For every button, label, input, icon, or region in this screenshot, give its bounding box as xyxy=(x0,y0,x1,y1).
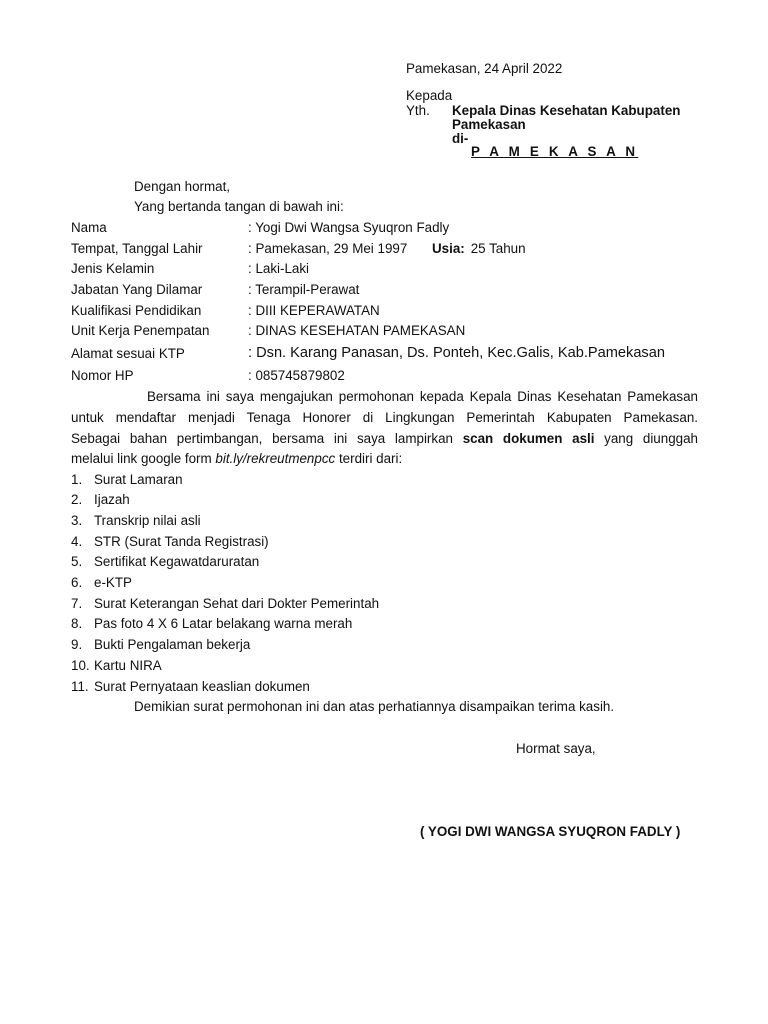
list-item: Bukti Pengalaman bekerja xyxy=(94,637,251,652)
list-item: Pas foto 4 X 6 Latar belakang warna merah xyxy=(94,616,353,631)
body-line-4-text-b: terdiri dari: xyxy=(335,451,403,466)
regards-text: Hormat saya, xyxy=(516,741,596,756)
list-item-number: 5. xyxy=(71,554,83,569)
list-item: Ijazah xyxy=(94,492,130,507)
field-label-nama: Nama xyxy=(71,220,107,235)
place-date: Pamekasan, 24 April 2022 xyxy=(406,61,563,76)
body-line-1: Bersama ini saya mengajukan permohonan kepada Kepala Dinas Kesehatan Pamekasan xyxy=(147,389,698,404)
field-value-nomor-hp: : 085745879802 xyxy=(248,368,345,383)
list-item-number: 8. xyxy=(71,616,83,631)
list-item: Transkrip nilai asli xyxy=(94,513,201,528)
body-line-3-text-b: yang diunggah xyxy=(594,431,698,446)
body-line-4 xyxy=(71,451,402,467)
body-line-2: untuk mendaftar menjadi Tenaga Honorer di Lingkungan Pemerintah Kabupaten Pamekasan. xyxy=(71,410,698,425)
greeting: Dengan hormat, xyxy=(134,179,231,194)
field-value-unit-kerja: : DINAS KESEHATAN PAMEKASAN xyxy=(248,323,466,338)
yth-label: Yth. xyxy=(406,103,430,118)
field-value-ttl: : Pamekasan, 29 Mei 1997 xyxy=(248,241,408,256)
list-item: Kartu NIRA xyxy=(94,658,162,673)
field-label-usia: Usia: xyxy=(432,241,465,256)
list-item-number: 10. xyxy=(71,658,90,673)
field-value-jenis-kelamin: : Laki-Laki xyxy=(248,261,310,276)
field-label-jabatan: Jabatan Yang Dilamar xyxy=(71,282,203,297)
list-item-number: 4. xyxy=(71,534,83,549)
list-item: Surat Pernyataan keaslian dokumen xyxy=(94,679,310,694)
list-item: e-KTP xyxy=(94,575,132,590)
body-line-3 xyxy=(71,431,698,447)
body-line-3-text-a: Sebagai bahan pertimbangan, bersama ini saya lampirkan xyxy=(71,431,463,446)
field-value-usia: 25 Tahun xyxy=(467,241,526,256)
list-item-number: 7. xyxy=(71,596,83,611)
recipient-line-2: Pamekasan xyxy=(452,117,526,132)
field-value-kualifikasi: : DIII KEPERAWATAN xyxy=(248,303,380,318)
field-label-alamat: Alamat sesuai KTP xyxy=(71,346,185,361)
list-item: Surat Keterangan Sehat dari Dokter Pemerintah xyxy=(94,596,380,611)
list-item: Sertifikat Kegawatdaruratan xyxy=(94,554,260,569)
field-label-jenis-kelamin: Jenis Kelamin xyxy=(71,261,155,276)
closing-text: Demikian surat permohonan ini dan atas perhatiannya disampaikan terima kasih. xyxy=(134,699,615,714)
recipient-line-1: Kepala Dinas Kesehatan Kabupaten xyxy=(452,103,681,118)
field-value-alamat: : Dsn. Karang Panasan, Ds. Ponteh, Kec.Galis, Kab.Pamekasan xyxy=(248,345,665,361)
field-label-ttl: Tempat, Tanggal Lahir xyxy=(71,241,203,256)
list-item-number: 2. xyxy=(71,492,83,507)
list-item-number: 3. xyxy=(71,513,83,528)
recipient-city: P A M E K A S A N xyxy=(471,144,639,159)
recipient-line-3: di- xyxy=(452,131,469,146)
list-item: Surat Lamaran xyxy=(94,472,183,487)
scan-dokumen-emphasis: scan dokumen asli xyxy=(462,431,595,446)
list-item-number: 9. xyxy=(71,637,83,652)
field-value-nama: : Yogi Dwi Wangsa Syuqron Fadly xyxy=(248,220,450,235)
body-line-4-text-a: melalui link google form xyxy=(71,451,216,466)
field-label-nomor-hp: Nomor HP xyxy=(71,368,134,383)
intro-text: Yang bertanda tangan di bawah ini: xyxy=(134,199,344,214)
signature-name: ( YOGI DWI WANGSA SYUQRON FADLY ) xyxy=(420,824,681,839)
list-item-number: 1. xyxy=(71,472,83,487)
google-form-link[interactable]: bit.ly/rekreutmenpcc xyxy=(215,451,336,466)
kepada-label: Kepada xyxy=(406,88,453,103)
list-item-number: 6. xyxy=(71,575,83,590)
field-label-unit-kerja: Unit Kerja Penempatan xyxy=(71,323,210,338)
list-item-number: 11. xyxy=(71,679,89,694)
field-label-kualifikasi: Kualifikasi Pendidikan xyxy=(71,303,202,318)
list-item: STR (Surat Tanda Registrasi) xyxy=(94,534,269,549)
field-value-jabatan: : Terampil-Perawat xyxy=(248,282,360,297)
